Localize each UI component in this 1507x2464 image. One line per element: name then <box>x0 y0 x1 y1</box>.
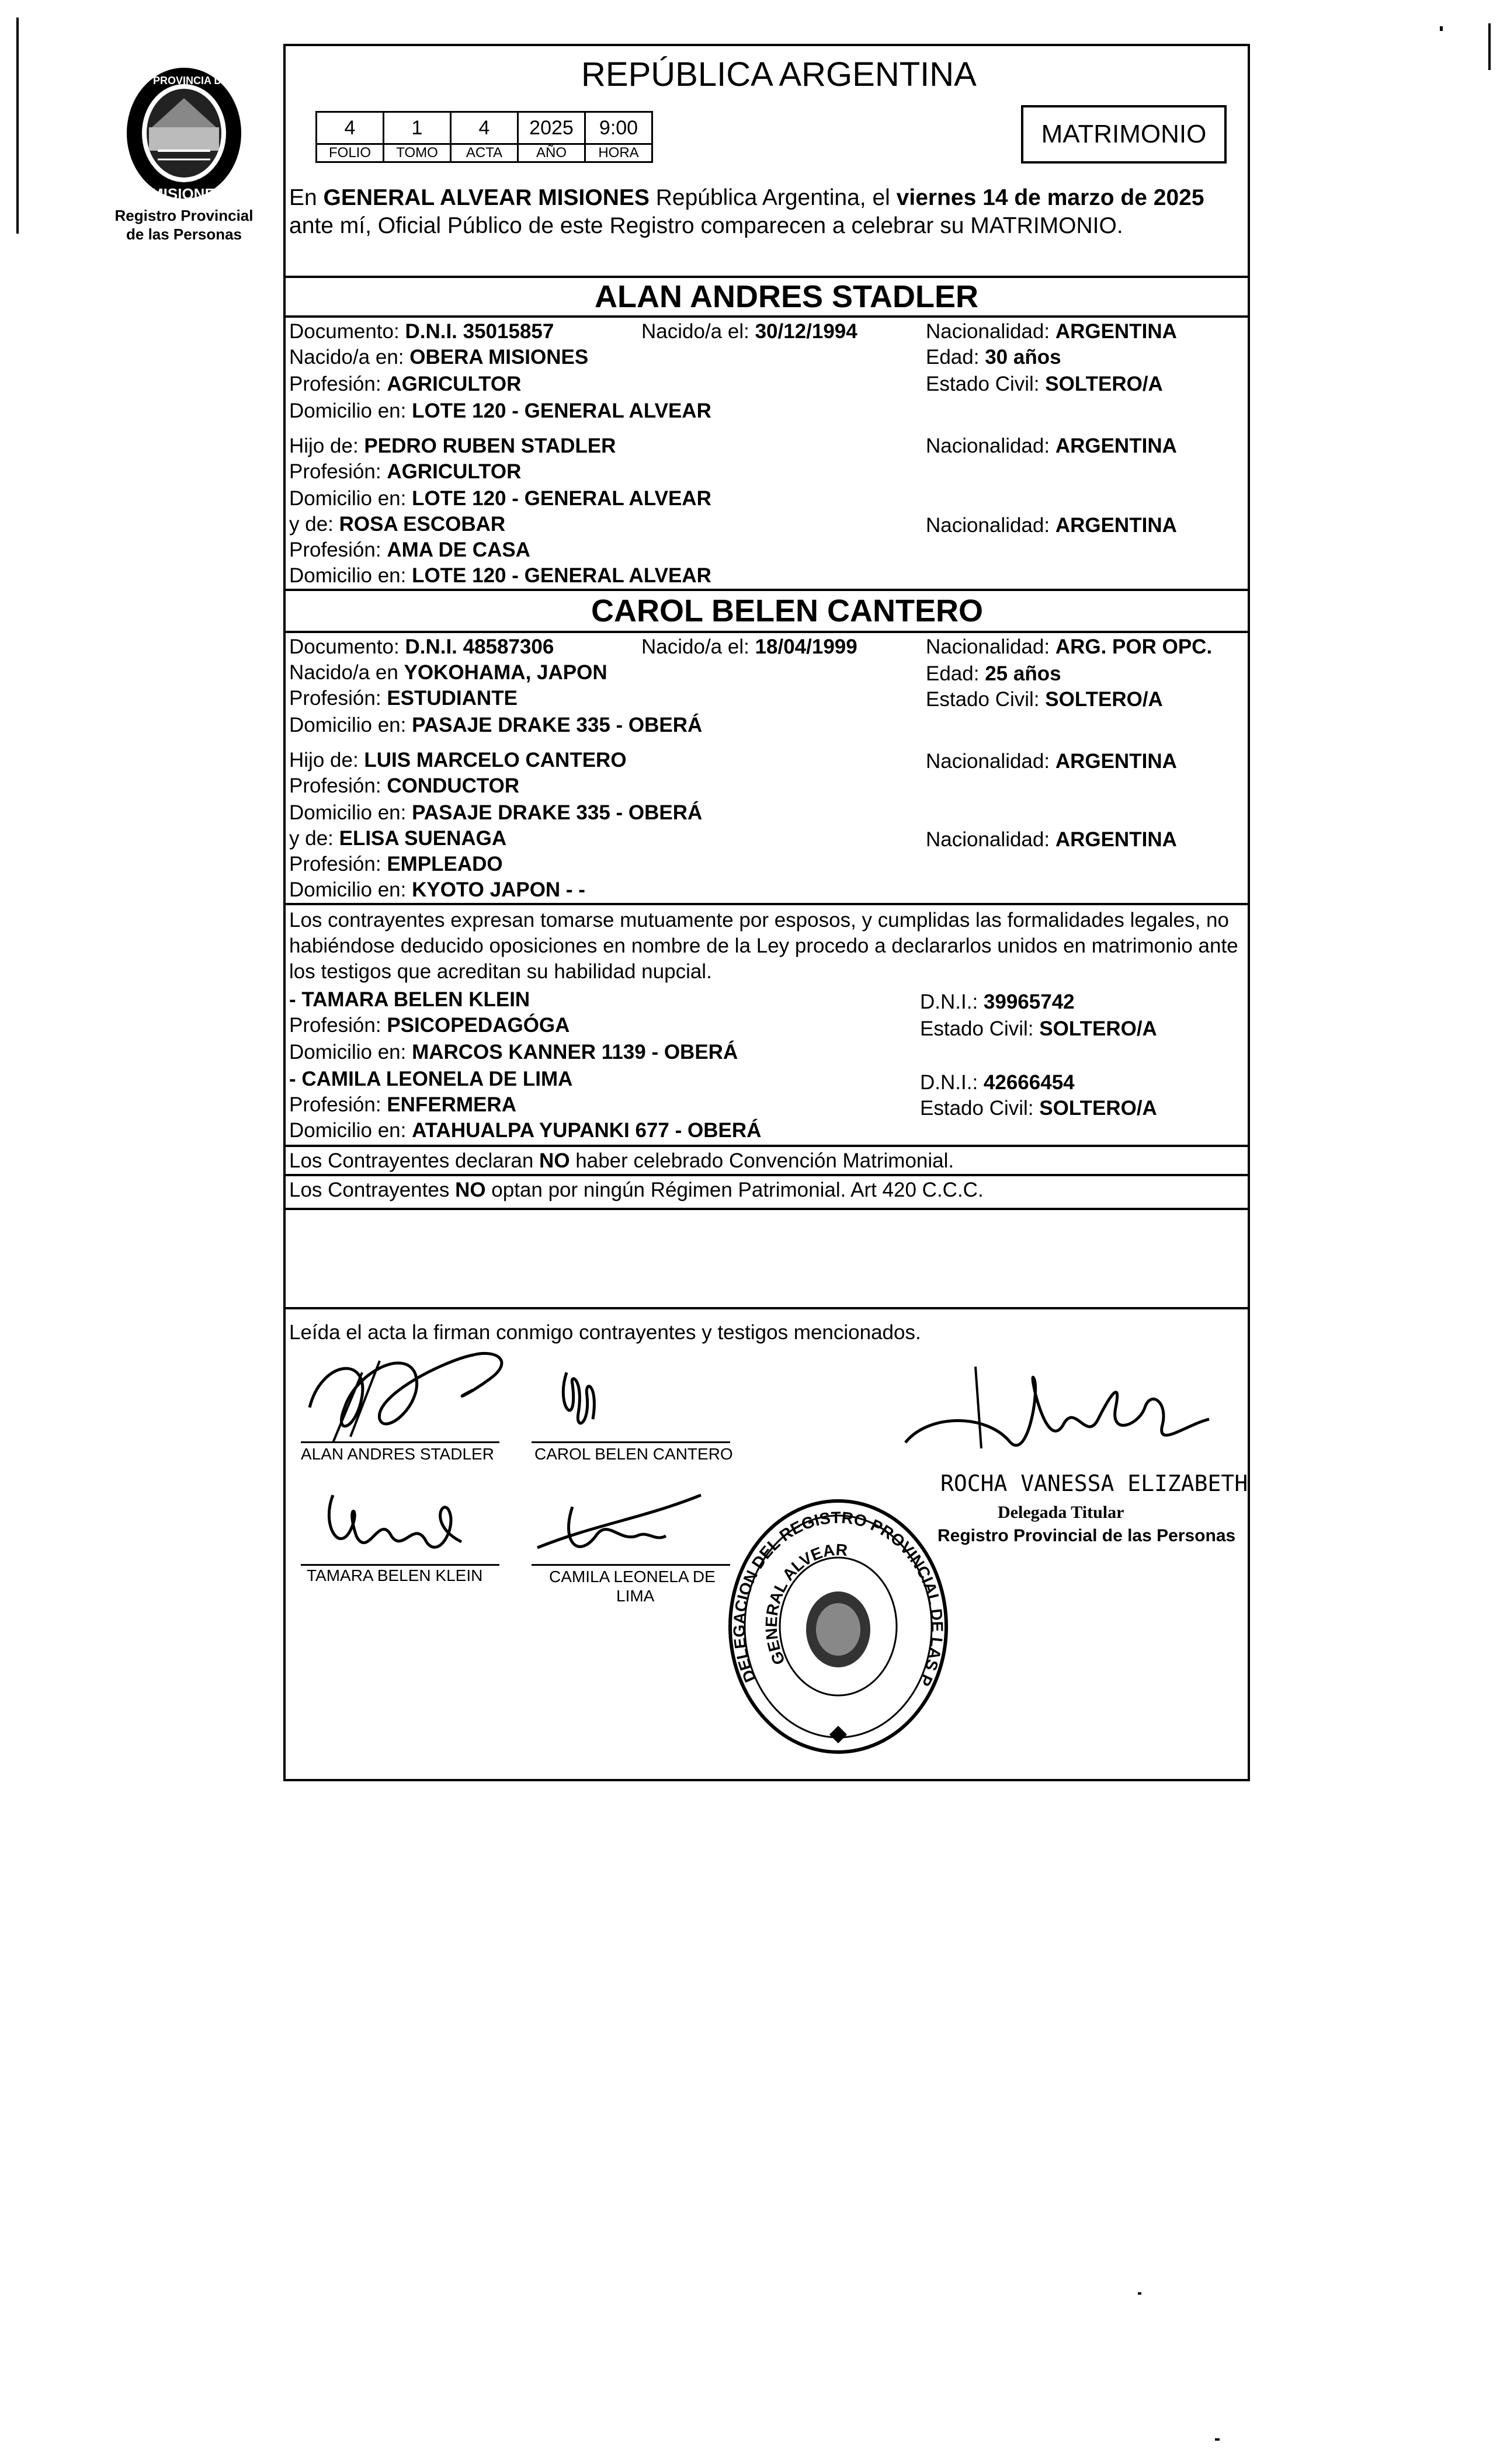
intro-place: GENERAL ALVEAR MISIONES <box>323 185 650 210</box>
official-title: Delegada Titular <box>998 1503 1124 1522</box>
label: Domicilio en: <box>289 399 412 422</box>
value: SOLTERO/A <box>1039 1097 1157 1120</box>
label: Profesión: <box>289 1014 387 1037</box>
emphasis: NO <box>539 1149 570 1172</box>
spouse2-age <box>926 662 1061 686</box>
emphasis: NO <box>455 1179 486 1201</box>
tomo-value: 1 <box>384 112 451 144</box>
stamp-outer-path: DELEGACION DEL REGISTRO PROVINCIAL DE LAS PERSONAS <box>709 1472 947 1689</box>
declaration-line-3: los testigos que acreditan su habilidad nupcial. <box>289 960 712 983</box>
signature-klein <box>315 1478 479 1565</box>
spouse1-father-address <box>289 487 711 510</box>
label: D.N.I.: <box>920 991 984 1013</box>
acta-label: ACTA <box>451 144 518 162</box>
anio-label: AÑO <box>518 144 585 162</box>
witness2-dni <box>920 1071 1075 1094</box>
spouse1-doc <box>289 320 554 343</box>
signature-caption-4a: CAMILA LEONELA DE <box>549 1568 716 1586</box>
spouse2-name: CAROL BELEN CANTERO <box>591 593 984 628</box>
value: D.N.I. 35015857 <box>405 320 554 343</box>
witness1-name: - TAMARA BELEN KLEIN <box>289 988 530 1011</box>
witness1-profession <box>289 1014 570 1037</box>
value: ATAHUALPA YUPANKI 677 - OBERÁ <box>412 1119 762 1142</box>
value: PEDRO RUBEN STADLER <box>364 435 616 457</box>
spouse1-mother-nationality <box>926 514 1177 537</box>
intro-month-year: marzo de 2025 <box>1047 185 1204 210</box>
label: Domicilio en: <box>289 714 412 736</box>
value: LOTE 120 - GENERAL ALVEAR <box>412 487 711 510</box>
divider <box>283 589 1250 591</box>
witness2-address <box>289 1119 761 1142</box>
value: MARCOS KANNER 1139 - OBERÁ <box>412 1041 738 1064</box>
acta-value: 4 <box>451 112 518 144</box>
spouse2-mother-address <box>289 878 585 902</box>
divider <box>283 1174 1250 1176</box>
divider <box>283 631 1250 633</box>
value: ESTUDIANTE <box>387 687 518 710</box>
signature-stadler <box>298 1337 543 1454</box>
tomo-label: TOMO <box>384 144 451 162</box>
label: Nacido/a en <box>289 661 404 684</box>
value: LOTE 120 - GENERAL ALVEAR <box>412 399 711 422</box>
value: PASAJE DRAKE 335 - OBERÁ <box>412 801 703 824</box>
label: Nacionalidad: <box>926 435 1055 457</box>
divider <box>283 903 1250 905</box>
label: Nacionalidad: <box>926 320 1055 343</box>
value: ARGENTINA <box>1055 828 1177 851</box>
value: PASAJE DRAKE 335 - OBERÁ <box>412 714 703 736</box>
value: LUIS MARCELO CANTERO <box>364 749 627 771</box>
value: 30 años <box>985 346 1061 369</box>
label: Profesión: <box>289 774 387 797</box>
spouse1-address <box>289 399 711 423</box>
value: SOLTERO/A <box>1039 1017 1157 1040</box>
signature-official <box>894 1355 1221 1472</box>
value: AMA DE CASA <box>387 538 530 561</box>
value: OBERA MISIONES <box>409 346 589 369</box>
spouse2-father-nationality <box>926 750 1177 773</box>
signature-caption-1: ALAN ANDRES STADLER <box>301 1445 494 1463</box>
label: Domicilio en: <box>289 1119 412 1142</box>
signature-caption-3: TAMARA BELEN KLEIN <box>307 1566 483 1584</box>
value: 42666454 <box>983 1071 1075 1094</box>
intro-text: En <box>289 185 324 210</box>
intro-text: República Argentina, el <box>649 185 897 210</box>
anio-value: 2025 <box>518 112 585 144</box>
spouse2-mother-nationality <box>926 828 1177 852</box>
logo-text-top: PROVINCIA DE <box>153 75 229 86</box>
witness2-name: - CAMILA LEONELA DE LIMA <box>289 1068 573 1090</box>
registry-line-2: de las Personas <box>126 225 242 243</box>
stamp-inner-path: GENERAL ALVEAR <box>762 1540 848 1668</box>
label: Domicilio en: <box>289 801 412 824</box>
spouse2-address <box>289 714 702 737</box>
text: optan por ningún Régimen Patrimonial. Art 420 C.C.C. <box>485 1179 984 1201</box>
label: Estado Civil: <box>926 688 1046 711</box>
label: Profesión: <box>289 687 387 710</box>
value: AGRICULTOR <box>387 373 522 395</box>
spouse1-birthplace <box>289 346 588 369</box>
spouse1-age <box>926 346 1061 369</box>
label: Nacido/a el: <box>641 635 755 658</box>
country-title: REPÚBLICA ARGENTINA <box>581 55 977 93</box>
signature-caption-4b: LIMA <box>616 1587 655 1605</box>
value: ENFERMERA <box>387 1093 516 1116</box>
divider <box>283 315 1250 318</box>
intro-line-2: ante mí, Oficial Público de este Registro comparecen a celebrar su MATRIMONIO. <box>289 213 1123 238</box>
label: Domicilio en: <box>289 564 412 587</box>
hora-label: HORA <box>585 144 652 162</box>
text: haber celebrado Convención Matrimonial. <box>570 1149 954 1172</box>
label: Nacionalidad: <box>926 635 1055 658</box>
intro-de: de <box>1014 185 1041 210</box>
spouse2-father-address <box>289 801 702 825</box>
label: Profesión: <box>289 538 387 561</box>
witness2-profession <box>289 1093 516 1117</box>
spouse2-profession <box>289 687 518 710</box>
label: Profesión: <box>289 460 387 483</box>
value: PSICOPEDAGÓGA <box>387 1014 570 1037</box>
label: Estado Civil: <box>920 1097 1040 1120</box>
signature-de-lima <box>526 1483 718 1565</box>
label: Domicilio en: <box>289 878 412 901</box>
margin-line <box>16 18 19 234</box>
label: Estado Civil: <box>920 1017 1040 1040</box>
value: 18/04/1999 <box>755 635 857 658</box>
act-type-box: MATRIMONIO <box>1021 105 1227 164</box>
spouse2-father-profession <box>289 774 519 798</box>
label: Nacionalidad: <box>926 750 1055 773</box>
value: ARG. POR OPC. <box>1055 635 1213 658</box>
signature-cantero <box>543 1361 631 1454</box>
label: Edad: <box>926 662 985 685</box>
spouse1-name: ALAN ANDRES STADLER <box>595 279 978 314</box>
label: Nacionalidad: <box>926 514 1055 537</box>
value: D.N.I. 48587306 <box>405 635 554 658</box>
label: Documento: <box>289 635 405 658</box>
spouse1-mother <box>289 513 505 536</box>
regime-line-1 <box>289 1149 954 1173</box>
label: Hijo de: <box>289 435 364 457</box>
spouse1-birthdate <box>641 320 857 343</box>
divider <box>283 1208 1250 1210</box>
value: ELISA SUENAGA <box>339 827 507 850</box>
spouse2-birthplace <box>289 661 607 684</box>
logo-text-bottom: MISIONES <box>151 185 225 203</box>
value: ARGENTINA <box>1055 514 1177 537</box>
spouse1-nationality <box>926 320 1177 343</box>
declaration-line-2: habiéndose deducido oposiciones en nombre de la Ley procedo a declararlos unidos en matrimonio ante <box>289 934 1238 957</box>
spouse2-mother <box>289 827 506 850</box>
value: KYOTO JAPON - - <box>412 878 585 901</box>
witness1-address <box>289 1041 738 1064</box>
label: Edad: <box>926 346 985 369</box>
spouse1-profession <box>289 373 521 396</box>
value: ARGENTINA <box>1055 320 1177 343</box>
official-name: ROCHA VANESSA ELIZABETH <box>940 1471 1248 1496</box>
value: 25 años <box>985 662 1061 685</box>
value: EMPLEADO <box>387 853 503 875</box>
value: SOLTERO/A <box>1045 688 1163 711</box>
folio-value: 4 <box>317 112 384 144</box>
text: Los Contrayentes <box>289 1179 456 1201</box>
divider <box>283 276 1250 278</box>
spouse1-father-nationality <box>926 435 1177 458</box>
value: SOLTERO/A <box>1045 373 1163 395</box>
closing-text: Leída el acta la firman conmigo contrayentes y testigos mencionados. <box>289 1321 921 1344</box>
official-stamp <box>709 1472 961 1761</box>
value: CONDUCTOR <box>387 774 520 797</box>
witness1-civil-status <box>920 1017 1157 1041</box>
divider <box>283 1145 1250 1147</box>
spouse2-birthdate <box>641 635 857 659</box>
label: Nacionalidad: <box>926 828 1055 851</box>
scan-mark <box>1138 2292 1141 2295</box>
label: D.N.I.: <box>920 1071 984 1094</box>
intro-weekday: viernes <box>896 185 977 210</box>
label: Domicilio en: <box>289 1041 412 1064</box>
intro-line-1 <box>289 185 1204 211</box>
spouse1-mother-address <box>289 564 711 588</box>
value: YOKOHAMA, JAPON <box>404 661 607 684</box>
spouse2-civil-status <box>926 688 1163 711</box>
label: Hijo de: <box>289 749 364 771</box>
label: Profesión: <box>289 1093 387 1116</box>
label: y de: <box>289 827 339 850</box>
value: ARGENTINA <box>1055 435 1177 457</box>
spouse2-mother-profession <box>289 853 503 876</box>
label: y de: <box>289 513 339 536</box>
value: 39965742 <box>983 991 1075 1013</box>
regime-line-2 <box>289 1179 984 1202</box>
label: Estado Civil: <box>926 373 1046 395</box>
label: Profesión: <box>289 853 387 875</box>
spouse1-civil-status <box>926 373 1163 396</box>
value: ARGENTINA <box>1055 750 1177 773</box>
spouse2-nationality <box>926 635 1212 659</box>
official-registry: Registro Provincial de las Personas <box>937 1526 1236 1545</box>
hora-value: 9:00 <box>585 112 652 144</box>
value: 30/12/1994 <box>755 320 857 343</box>
label: Documento: <box>289 320 405 343</box>
spouse2-father <box>289 749 627 772</box>
divider <box>283 1307 1250 1309</box>
scan-mark <box>1440 26 1443 31</box>
scan-mark <box>1215 2438 1220 2441</box>
text: Los Contrayentes declaran <box>289 1149 540 1172</box>
margin-line <box>1488 23 1491 70</box>
spouse1-mother-profession <box>289 538 530 562</box>
registry-line-1: Registro Provincial <box>114 207 254 224</box>
label: Profesión: <box>289 373 387 395</box>
spouse1-father <box>289 435 616 458</box>
signature-caption-2: CAROL BELEN CANTERO <box>534 1445 733 1463</box>
label: Domicilio en: <box>289 487 412 510</box>
spouse2-doc <box>289 635 554 659</box>
label: Nacido/a en: <box>289 346 410 369</box>
witness2-civil-status <box>920 1097 1157 1120</box>
label: Nacido/a el: <box>641 320 755 343</box>
folio-label: FOLIO <box>317 144 384 162</box>
value: AGRICULTOR <box>387 460 522 483</box>
intro-day: 14 <box>982 185 1008 210</box>
value: LOTE 120 - GENERAL ALVEAR <box>412 564 711 587</box>
declaration-line-1: Los contrayentes expresan tomarse mutuamente por esposos, y cumplidas las formalidades legales, no <box>289 909 1229 932</box>
spouse1-father-profession <box>289 460 521 484</box>
witness1-dni <box>920 991 1075 1014</box>
value: ROSA ESCOBAR <box>339 513 506 536</box>
folio-table <box>315 111 653 163</box>
